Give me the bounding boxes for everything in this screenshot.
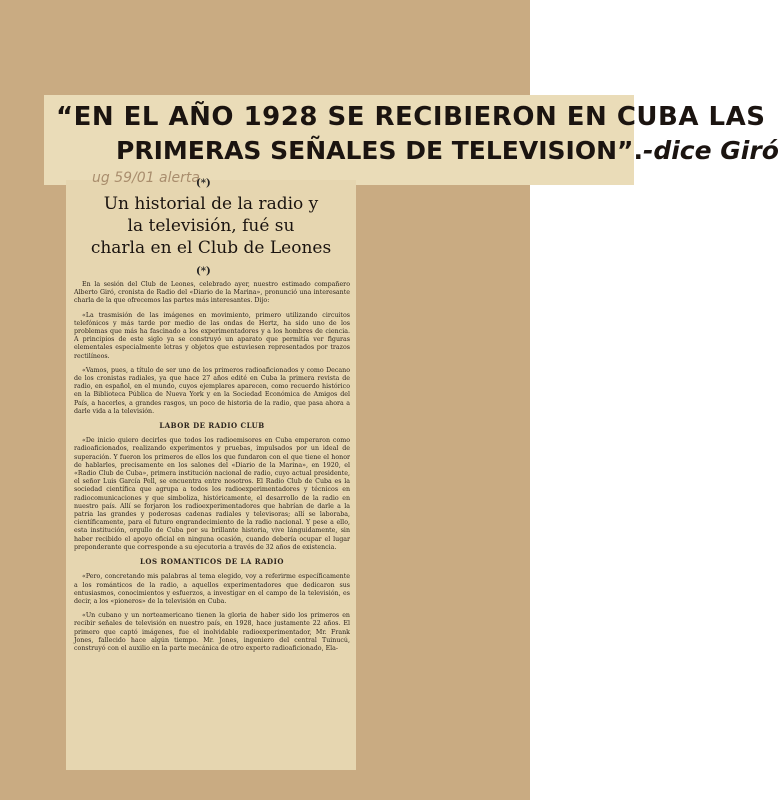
subtitle-line-2: la televisión, fué su: [127, 216, 295, 236]
article-body: [74, 281, 350, 659]
paragraph-radio-club: «De inicio quiero decirles que todos los radioemisores en Cuba emperaron como radioaficionados, realizando experimentos y pruebas, impulsados por un ideal de superación. Y fueron los primeros de ellos los que fundaron con el que tiene el honor de hablarles, precisamente en los salones del «Diario de la Marina», en 1920, el «Radio Club de Cuba», primera institución nacional de radio, cuyo actual presidente, el señor Luis García Pell, se encuentra entre nosotros. El Radio Club de Cuba es la sociedad científica que agrupa a todos los radioexperimentadores y técnicos en radiocomunicaciones y que simboliza, históricamente, el desarrollo de la radio en nuestro país. Allí se forjaron los radioexperimentadores que habrían de darle a la patria las grandes y poderosas cadenas radiales y televisoras; allí se laboraba, científicamente, para el futuro engrandecimiento de la radio nacional. Y pese a ello, esta institución, orgullo de Cuba por su brillante historia, vive lánguidamente, sin haber recibido el apoyo oficial en ninguna ocasión, cuando debería ocupar el lugar preponderante que corresponde a su ejecutoria a través de 32 años de existencia.: [74, 437, 350, 551]
paragraph-history: «Vamos, pues, a título de ser uno de los primeros radioaficionados y como Decano de los cronistas radiales, ya que hace 27 años edité en Cuba la primera revista de radio, en español, en el mundo, cuyos ejemplares aparecen, como recuerdo histórico en la Biblioteca Pública de Nueva York y en la Sociedad Económica de Amigos del País, a hacerles, a grandes rasgos, un poco de historia de la radio, que pasa ahora a darle vida a la televisión.: [74, 366, 350, 415]
headline-attribution: -dice Giró: [642, 136, 779, 165]
star-marker-bottom: (*): [196, 266, 211, 277]
handwritten-note: ug 59/01 alerta: [92, 170, 200, 186]
subtitle-line-3: charla en el Club de Leones: [90, 238, 332, 258]
article-subtitle: [66, 193, 356, 259]
paragraph-pioneros: «Pero, concretando mis palabras al tema elegido, voy a referirme específicamente a los románticos de la radio, a aquellos experimentadores que dedicaron sus entusiasmos, conocimientos y esfuerzos, a investigar en el campo de la televisión, es decir, a los «pioneros» de la televisión en Cuba.: [74, 573, 350, 605]
paragraph-images: «La trasmisión de las imágenes en movimiento, primero utilizando circuitos telefónicos y más tarde por medio de las ondas de Hertz, ha sido uno de los problemas que más ha fascinado a los experimentadores y a los hombres de ciencia. A principios de este siglo ya se construyó un aparato que permitía ver figuras elementales especialmente letras y objetos que estuviesen representados por trazos rectilíneos.: [74, 311, 350, 360]
section-heading-romanticos: LOS ROMANTICOS DE LA RADIO: [140, 557, 284, 567]
section-heading-radio-club: LABOR DE RADIO CLUB: [159, 421, 265, 431]
headline: [56, 100, 779, 168]
intro-paragraph: En la sesión del Club de Leones, celebrado ayer, nuestro estimado compañero Alberto Giró, cronista de Radio del «Diario de la Marina», pronunció una interesante charla de la que ofrecemos las partes más interesantes. Dijo:: [74, 281, 350, 305]
headline-line-1: “EN EL AÑO 1928 SE RECIBIERON EN CUBA LAS: [56, 102, 766, 132]
subtitle-line-1: Un historial de la radio y: [103, 194, 319, 214]
paragraph-first-signals: «Un cubano y un norteamericano tienen la gloria de haber sido los primeros en recibir señales de televisión en nuestro país, en 1928, hace justamente 22 años. El primero que captó imágenes, fue el inolvidable radioexperimentador, Mr. Frank Jones, fallecido hace algún tiempo. Mr. Jones, ingeniero del central Tuinucú, construyó con el auxilio en la parte mecánica de otro experto radioaficionado, Ela-: [74, 612, 350, 652]
headline-line-2-text: PRIMERAS SEÑALES DE TELEVISION”.: [116, 136, 643, 165]
headline-line-2: [56, 134, 779, 168]
star-marker-top: (*): [196, 178, 211, 189]
